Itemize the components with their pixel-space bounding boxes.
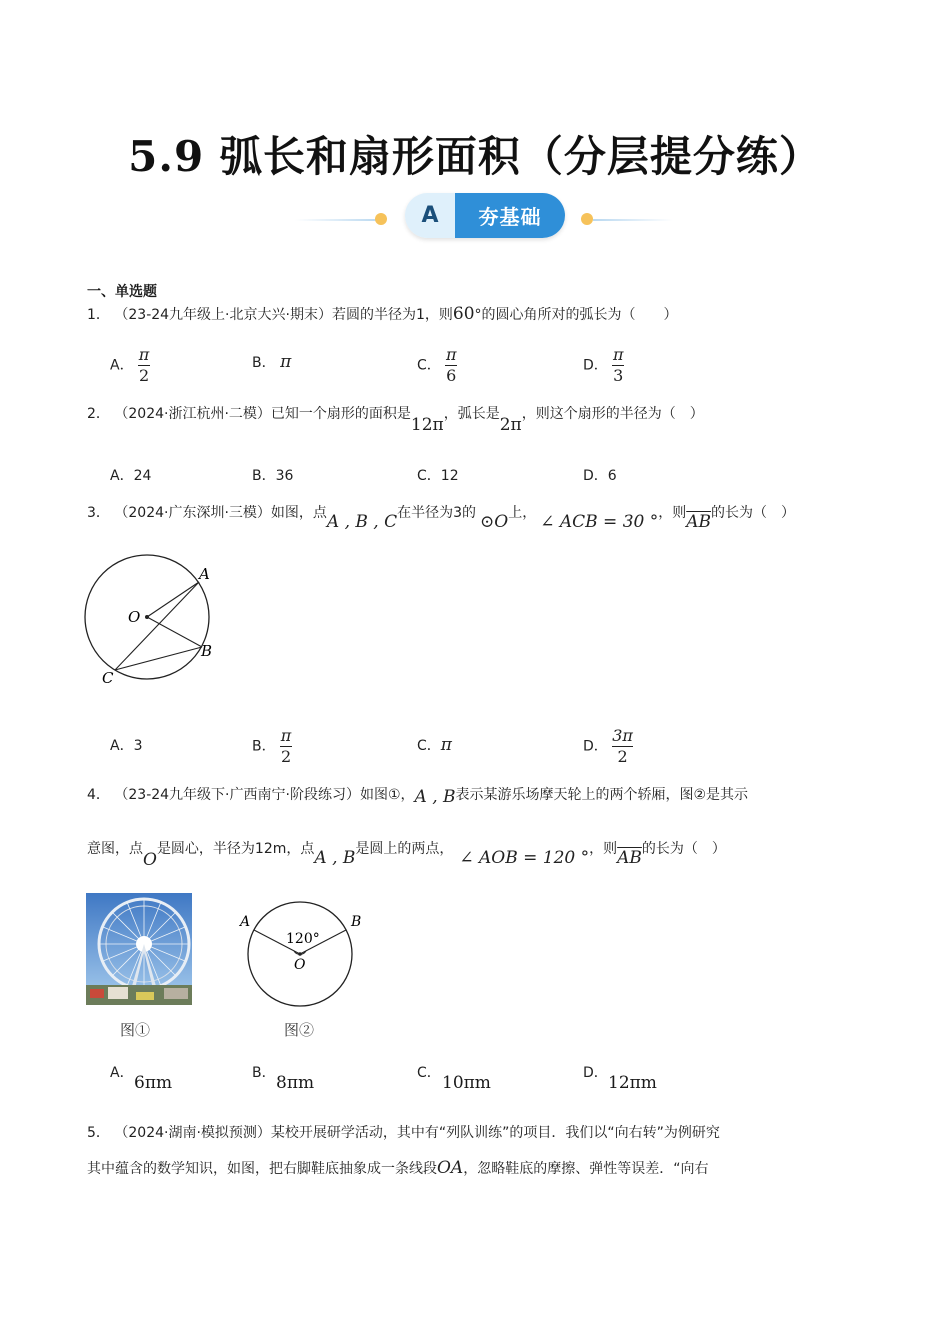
math-expression: ⊙O: [480, 512, 509, 532]
option-b-value: 8πm: [276, 1073, 315, 1093]
option-b[interactable]: B． $\frac{\pi}{2}$: [252, 726, 292, 766]
fraction: $\frac{\pi}{6}$: [445, 345, 457, 385]
section-heading: 一、单选题: [87, 284, 157, 300]
figure-caption-1: 图①: [120, 1021, 151, 1039]
arc-expression: $\overline{AB}$: [686, 512, 712, 532]
point-label-a: A: [199, 565, 210, 583]
option-a[interactable]: A．3: [110, 738, 143, 754]
question-4-line2: 意图，点O是圆心，半径为12m，点A , B是圆上的两点， ∠ AOB = 120 °，则$\overline{AB}$的长为（ ）: [87, 841, 726, 870]
option-d[interactable]: D．6: [583, 468, 617, 484]
fraction: $\frac{3\pi}{2}$: [612, 726, 633, 766]
point-label-o: O: [294, 957, 306, 973]
fraction: $\frac{\pi}{2}$: [138, 345, 150, 385]
option-b[interactable]: B．: [252, 1065, 276, 1081]
figure-caption-2: 图②: [284, 1021, 315, 1039]
math-expression: 2π: [499, 415, 522, 435]
ferris-wheel-photo: [86, 893, 192, 1005]
math-expression: A , B , C: [326, 512, 398, 532]
math-expression: 60: [452, 304, 475, 324]
badge-letter: A: [405, 193, 455, 238]
option-d[interactable]: D． $\frac{\pi}{3}$: [583, 345, 624, 385]
question-4: 4． （23-24九年级下·广西南宁·阶段练习）如图①，A , B表示某游乐场摩天轮上的两个轿厢，图②是其示: [87, 787, 749, 807]
point-label-o: O: [128, 608, 141, 626]
question-text: °的圆心角所对的弧长为（ ）: [474, 307, 678, 323]
circle-figure: [82, 552, 232, 692]
option-a[interactable]: A．: [110, 1065, 134, 1081]
page-title: 5.9 弧长和扇形面积（分层提分练）: [128, 132, 822, 181]
fraction: $\frac{\pi}{3}$: [612, 345, 624, 385]
option-a[interactable]: A． $\frac{\pi}{2}$: [110, 345, 150, 385]
option-c[interactable]: C． $\frac{\pi}{6}$: [417, 345, 457, 385]
point-label-b: B: [201, 642, 213, 660]
math-expression: A , B: [414, 787, 456, 807]
level-badge: [405, 193, 565, 238]
option-a[interactable]: A．24: [110, 468, 152, 484]
left-decor-dot: [375, 213, 387, 225]
badge-label: 夯基础: [455, 193, 565, 238]
question-5-line2: 其中蕴含的数学知识，如图，把右脚鞋底抽象成一条线段OA，忽略鞋底的摩擦、弹性等误差．“向右: [87, 1158, 709, 1178]
math-expression: ∠ ACB = 30 °: [540, 512, 659, 532]
math-expression: 12π: [410, 415, 444, 435]
question-text: （23-24九年级上·北京大兴·期末）若圆的半径为1，则: [114, 307, 453, 323]
option-a-value: 6πm: [134, 1073, 173, 1093]
option-b[interactable]: B． π: [252, 352, 292, 372]
question-5: 5． （2024·湖南·模拟预测）某校开展研学活动，其中有“列队训练”的项目．我们以“向右转”为例研究: [87, 1125, 720, 1141]
option-d-value: 12πm: [608, 1073, 657, 1093]
point-label-c: C: [102, 669, 114, 687]
question-2: 2． （2024·浙江杭州·二模）已知一个扇形的面积是12π，弧长是2π，则这个扇形的半径为（ ）: [87, 406, 704, 435]
question-3: 3． （2024·广东深圳·三模）如图，点A , B , C在半径为3的 ⊙O上， ∠ ACB = 30 °，则$\overline{AB}$的长为（ ）: [87, 505, 796, 532]
option-d[interactable]: D． $\frac{3\pi}{2}$: [583, 726, 633, 766]
option-c-value: 10πm: [442, 1073, 491, 1093]
sector-diagram: [232, 900, 367, 1010]
angle-label: 120°: [286, 931, 320, 947]
question-1: [87, 304, 678, 324]
question-number: 1．: [87, 307, 110, 323]
right-decor-dot: [581, 213, 593, 225]
option-d[interactable]: D．: [583, 1065, 608, 1081]
option-c[interactable]: C．: [417, 1065, 441, 1081]
option-c[interactable]: C．12: [417, 468, 459, 484]
right-decor-line: [593, 219, 673, 221]
left-decor-line: [295, 219, 380, 221]
option-c[interactable]: C．π: [417, 735, 452, 755]
option-b[interactable]: B．36: [252, 468, 294, 484]
fraction: $\frac{\pi}{2}$: [280, 726, 292, 766]
point-label-a: A: [240, 914, 251, 930]
point-label-b: B: [351, 914, 362, 930]
